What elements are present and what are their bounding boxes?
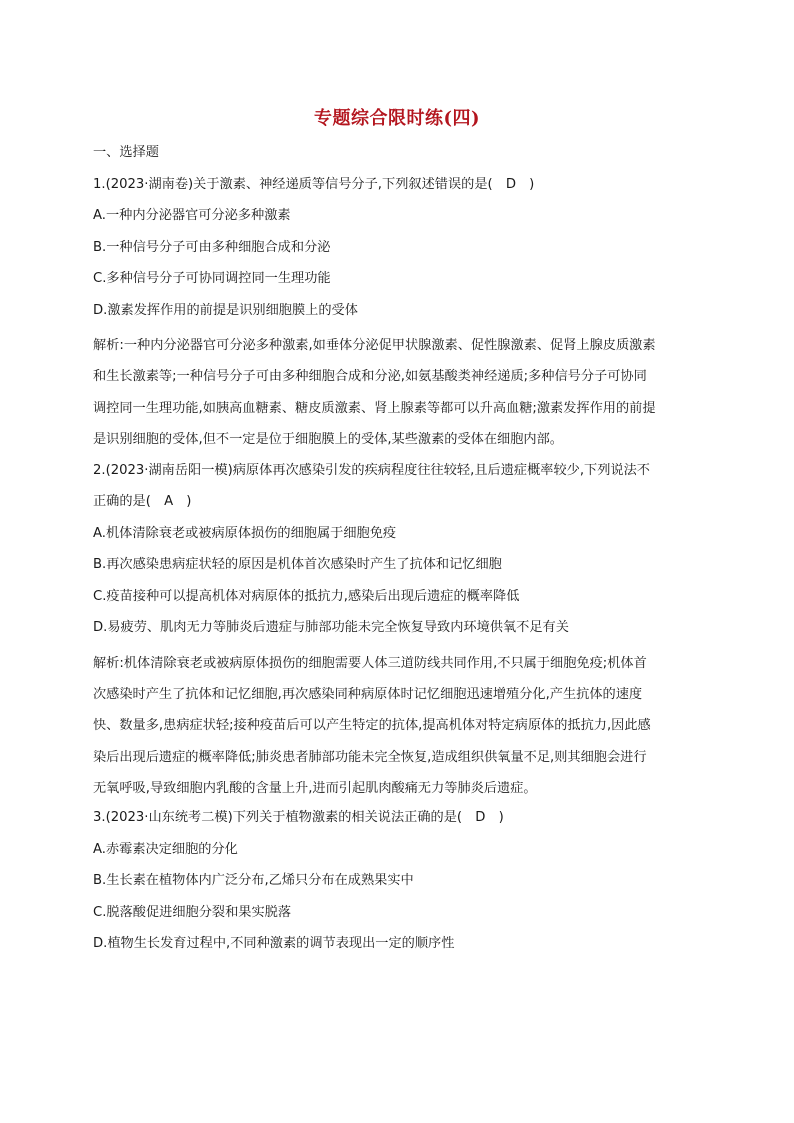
option-d: D.激素发挥作用的前提是识别细胞膜上的受体: [93, 302, 358, 318]
page-title: 专题综合限时练(四): [313, 108, 481, 129]
question-stem-line: 正确的是( A ): [93, 494, 192, 510]
option-a: A.赤霉素决定细胞的分化: [93, 841, 238, 857]
option-d: D.易疲劳、肌肉无力等肺炎后遗症与肺部功能未完全恢复导致内环境供氧不足有关: [93, 620, 569, 636]
document-body: [93, 143, 705, 966]
question-2: [93, 455, 705, 804]
analysis-line: 解析:一种内分泌器官可分泌多种激素,如垂体分泌促甲状腺激素、促性腺激素、促肾上腺皮质激素: [93, 338, 656, 353]
analysis-line: 次感染时产生了抗体和记忆细胞,再次感染同种病原体时记忆细胞迅速增殖分化,产生抗体的速度: [93, 687, 643, 703]
analysis: [93, 648, 705, 804]
option-b: B.生长素在植物体内广泛分布,乙烯只分布在成熟果实中: [93, 873, 414, 889]
analysis-line: 快、数量多,患病症状轻;接种疫苗后可以产生特定的抗体,提高机体对特定病原体的抵抗力,因此感: [93, 718, 651, 734]
analysis-line: 解析:机体清除衰老或被病原体损伤的细胞需要人体三道防线共同作用,不只属于细胞免疫;机体首: [93, 655, 647, 671]
question-stem: 3.(2023·山东统考二模)下列关于植物激素的相关说法正确的是( D ): [93, 810, 504, 826]
analysis-line: 是识别细胞的受体,但不一定是位于细胞膜上的受体,某些激素的受体在细胞内部。: [93, 431, 563, 447]
question-stem: [93, 455, 705, 518]
option-c: C.疫苗接种可以提高机体对病原体的抵抗力,感染后出现后遗症的概率降低: [93, 588, 520, 604]
analysis-line: 染后出现后遗症的概率降低;肺炎患者肺部功能未完全恢复,造成组织供氧量不足,则其细胞会进行: [93, 749, 647, 765]
option-c: C.脱落酸促进细胞分裂和果实脱落: [93, 904, 292, 920]
analysis: [93, 330, 705, 455]
option-d: D.植物生长发育过程中,不同种激素的调节表现出一定的顺序性: [93, 936, 455, 952]
question-stem: 1.(2023·湖南卷)关于激素、神经递质等信号分子,下列叙述错误的是( D ): [93, 176, 535, 192]
option-a: A.一种内分泌器官可分泌多种激素: [93, 208, 291, 223]
option-a: A.机体清除衰老或被病原体损伤的细胞属于细胞免疫: [93, 525, 397, 541]
section-heading: 一、选择题: [93, 145, 159, 160]
analysis-line: 调控同一生理功能,如胰高血糖素、糖皮质激素、肾上腺素等都可以升高血糖;激素发挥作用的前提: [93, 400, 656, 416]
option-b: B.再次感染患病症状轻的原因是机体首次感染时产生了抗体和记忆细胞: [93, 557, 502, 573]
question-1: [93, 175, 705, 456]
analysis-line: 和生长激素等;一种信号分子可由多种细胞合成和分泌,如氨基酸类神经递质;多种信号分子可协同: [93, 369, 647, 385]
option-c: C.多种信号分子可协同调控同一生理功能: [93, 271, 331, 286]
option-b: B.一种信号分子可由多种细胞合成和分泌: [93, 239, 331, 255]
analysis-line: 无氧呼吸,导致细胞内乳酸的含量上升,进而引起肌肉酸痛无力等肺炎后遗症。: [93, 780, 537, 796]
question-stem-line: 2.(2023·湖南岳阳一模)病原体再次感染引发的疾病程度往往较轻,且后遗症概率较少,下列说法不: [93, 463, 650, 479]
question-3: [93, 808, 705, 954]
